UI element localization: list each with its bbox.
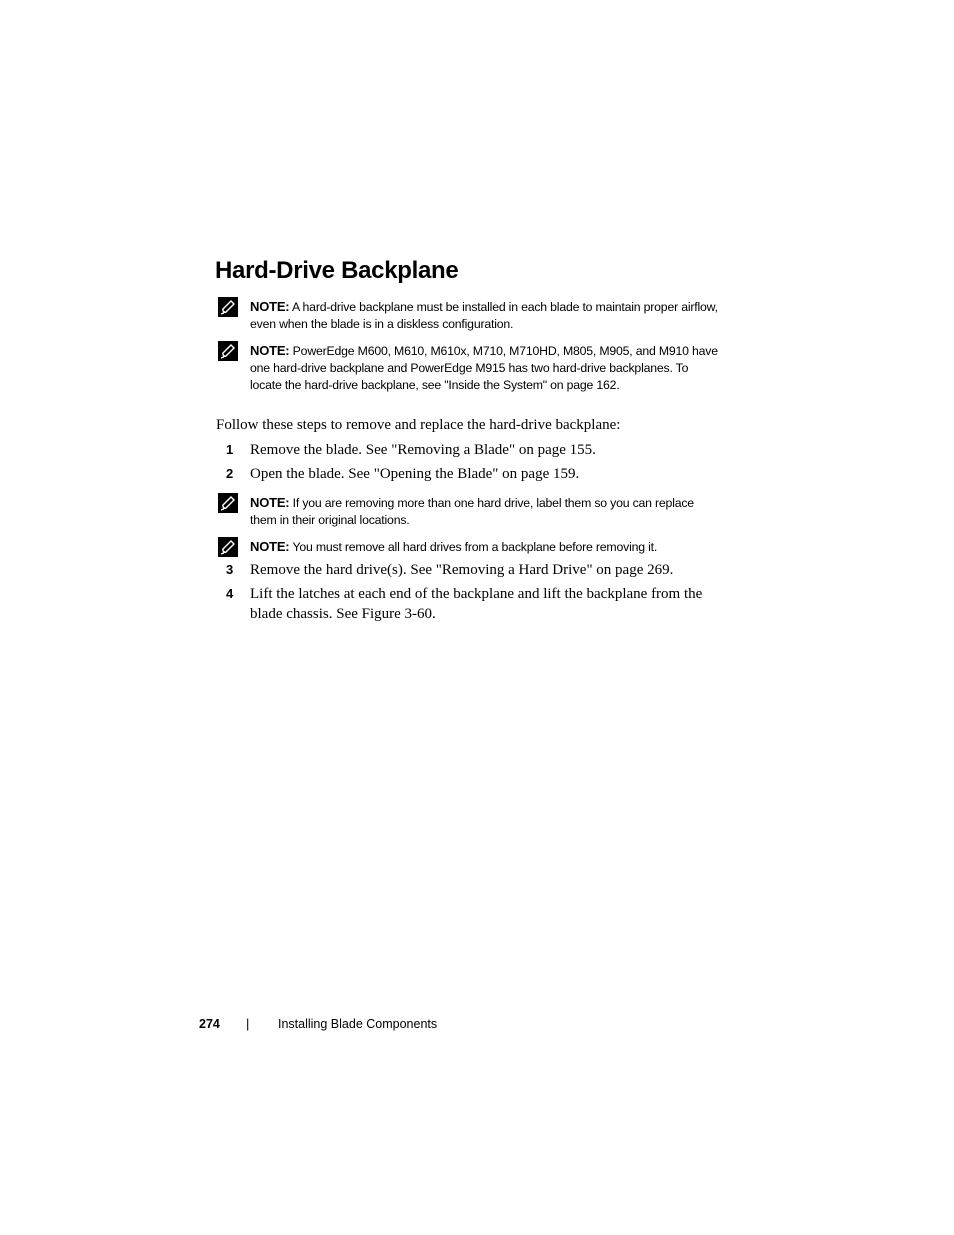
note-text bbox=[250, 298, 720, 333]
note-body: PowerEdge M600, M610, M610x, M710, M710HD, M805, M905, and M910 have one hard-drive backplane and PowerEdge M915 has two hard-drive backplanes. To locate the hard-drive backplane, see "Inside the System" on page 162. bbox=[250, 344, 718, 392]
note-label: NOTE: bbox=[250, 495, 290, 510]
note-pencil-icon bbox=[217, 536, 239, 558]
step-text: Open the blade. See "Opening the Blade" on page 159. bbox=[250, 466, 580, 482]
note-body: A hard-drive backplane must be installed in each blade to maintain proper airflow, even when the blade is in a diskless configuration. bbox=[250, 300, 718, 331]
note-body: If you are removing more than one hard drive, label them so you can replace them in their original locations. bbox=[250, 496, 694, 527]
note-pencil-icon bbox=[217, 492, 239, 514]
step-number: 2 bbox=[226, 466, 234, 481]
note-pencil-icon bbox=[217, 296, 239, 318]
step-text: Lift the latches at each end of the backplane and lift the backplane from the blade chassis. See Figure 3-60. bbox=[250, 586, 703, 622]
note-label: NOTE: bbox=[250, 539, 290, 554]
note-text bbox=[250, 538, 720, 556]
note-body: You must remove all hard drives from a backplane before removing it. bbox=[292, 540, 658, 554]
step-text: Remove the blade. See "Removing a Blade" on page 155. bbox=[250, 442, 596, 458]
note-label: NOTE: bbox=[250, 299, 290, 314]
page-number: 274 bbox=[199, 1017, 220, 1031]
footer-separator: | bbox=[246, 1016, 250, 1031]
note-text bbox=[250, 342, 720, 394]
chapter-title: Installing Blade Components bbox=[278, 1017, 438, 1031]
note-pencil-icon bbox=[217, 340, 239, 362]
note-text bbox=[250, 494, 720, 529]
note-label: NOTE: bbox=[250, 343, 290, 358]
intro-paragraph: Follow these steps to remove and replace the hard-drive backplane: bbox=[216, 417, 621, 433]
step-number: 3 bbox=[226, 562, 234, 577]
step-number: 1 bbox=[226, 442, 234, 457]
step-number: 4 bbox=[226, 586, 234, 601]
section-title: Hard-Drive Backplane bbox=[215, 257, 459, 284]
step-text: Remove the hard drive(s). See "Removing a Hard Drive" on page 269. bbox=[250, 562, 674, 578]
